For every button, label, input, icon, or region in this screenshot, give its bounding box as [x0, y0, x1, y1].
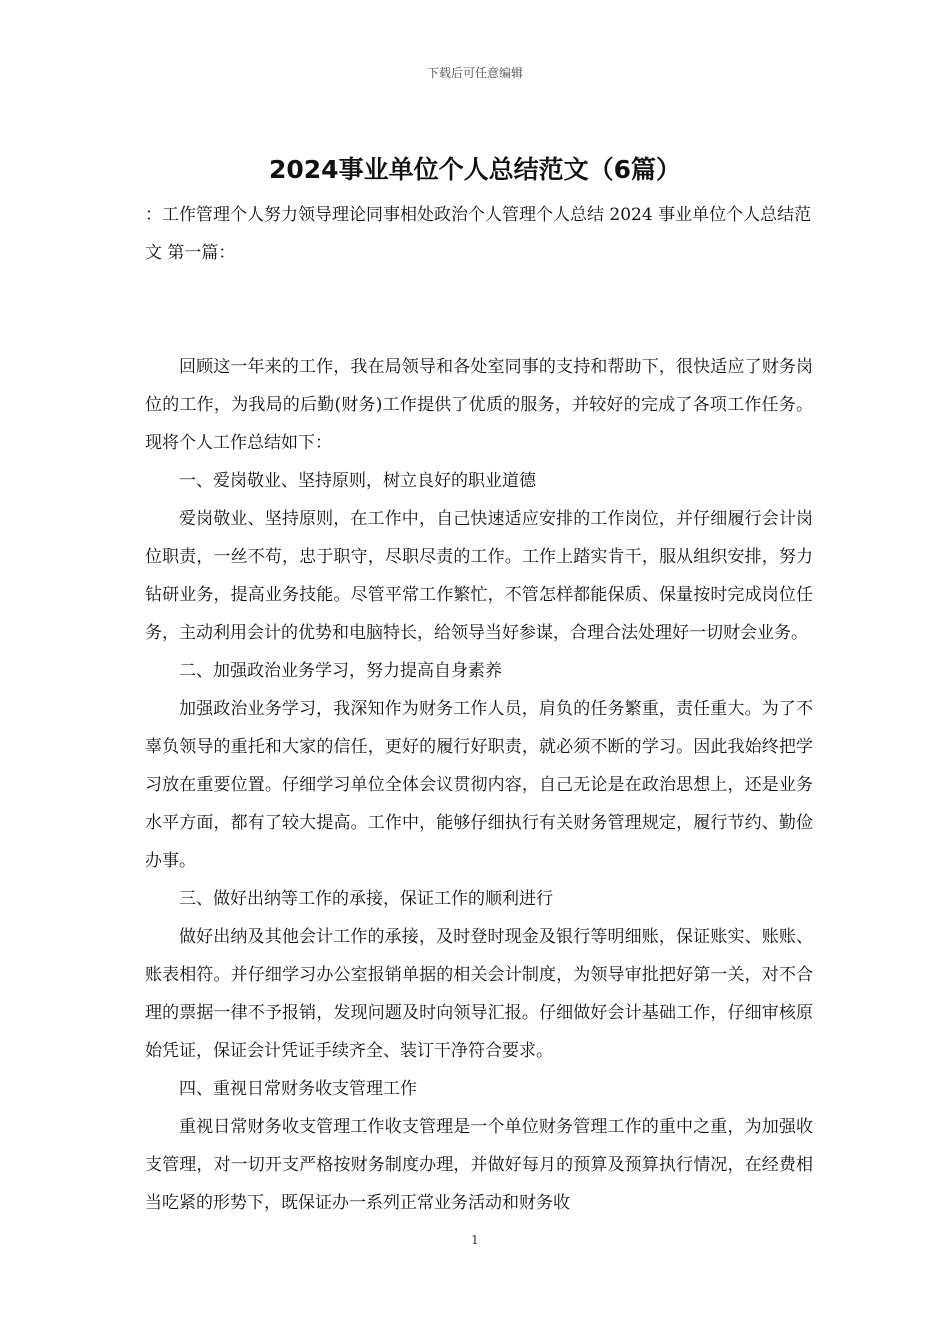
- header-note: 下载后可任意编辑: [426, 66, 523, 80]
- body-paragraph: 重视日常财务收支管理工作收支管理是一个单位财务管理工作的重中之重，为加强收支管理，对一切开支严格按财务制度办理，并做好每月的预算及预算执行情况，在经费相当吃紧的形势下，既保证办一系列正常业务活动和财务收: [145, 1117, 813, 1213]
- section-heading: 三、做好出纳等工作的承接，保证工作的顺利进行: [179, 889, 553, 909]
- body-paragraph: 加强政治业务学习，我深知作为财务工作人员，肩负的任务繁重，责任重大。为了不辜负领导的重托和大家的信任，更好的履行好职责，就必须不断的学习。因此我始终把学习放在重要位置。仔细学习单位全体会议贯彻内容，自己无论是在政治思想上，还是业务水平方面，都有了较大提高。工作中，能够仔细执行有关财务管理规定，履行节约、勤俭办事。: [145, 699, 813, 871]
- intro-paragraph: ：工作管理个人努力领导理论同事相处政治个人管理个人总结 2024 事业单位个人总结范文 第一篇：: [145, 205, 812, 263]
- body-paragraph: 做好出纳及其他会计工作的承接，及时登时现金及银行等明细账，保证账实、账账、账表相符。并仔细学习办公室报销单据的相关会计制度，为领导审批把好第一关，对不合理的票据一律不予报销，发现问题及时向领导汇报。仔细做好会计基础工作，仔细审核原始凭证，保证会计凭证手续齐全、装订干净符合要求。: [145, 927, 813, 1061]
- section-heading: 一、爱岗敬业、坚持原则，树立良好的职业道德: [179, 471, 536, 491]
- section-heading: 二、加强政治业务学习，努力提高自身素养: [179, 661, 502, 681]
- document-title: 2024事业单位个人总结范文（6篇）: [269, 155, 681, 184]
- page-number: 1: [471, 1233, 479, 1247]
- section-heading: 四、重视日常财务收支管理工作: [179, 1079, 417, 1099]
- body-paragraph: 回顾这一年来的工作，我在局领导和各处室同事的支持和帮助下，很快适应了财务岗位的工作，为我局的后勤(财务)工作提供了优质的服务，并较好的完成了各项工作任务。现将个人工作总结如下：: [145, 357, 813, 453]
- body-paragraph: 爱岗敬业、坚持原则，在工作中，自己快速适应安排的工作岗位，并仔细履行会计岗位职责，一丝不苟，忠于职守，尽职尽责的工作。工作上踏实肯干，服从组织安排，努力钻研业务，提高业务技能。尽管平常工作繁忙，不管怎样都能保质、保量按时完成岗位任务，主动利用会计的优势和电脑特长，给领导当好参谋，合理合法处理好一切财会业务。: [145, 509, 813, 643]
- blank-spacer: [145, 272, 813, 348]
- document-body: [145, 196, 813, 1222]
